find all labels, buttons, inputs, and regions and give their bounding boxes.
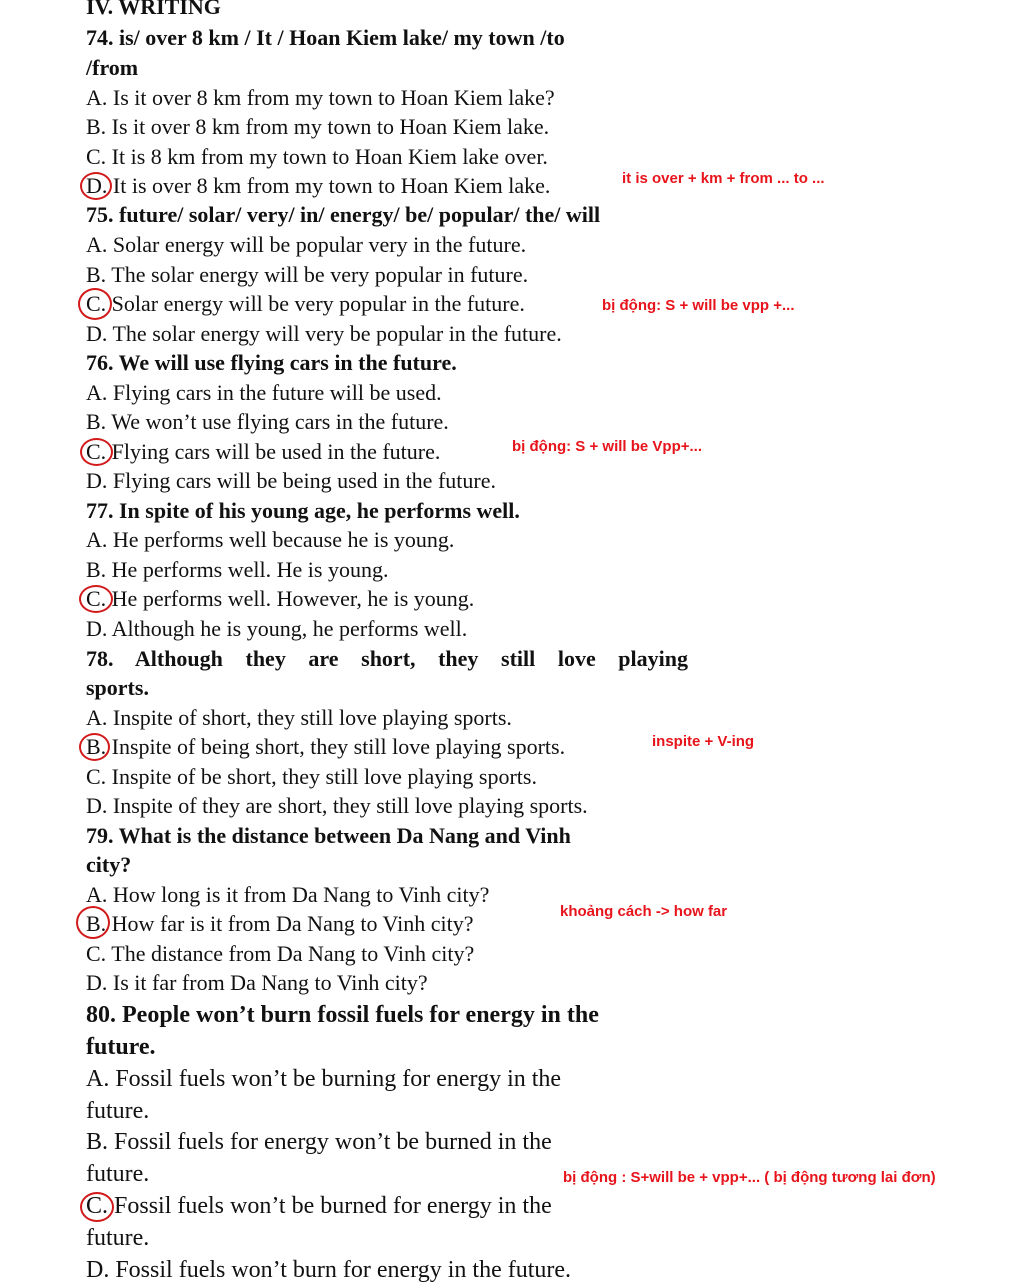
question-78-prompt-cont: sports. [86, 675, 149, 700]
q74-option-c: C. It is 8 km from my town to Hoan Kiem lake over. [86, 144, 548, 169]
answer-circle-q80 [80, 1192, 114, 1222]
q79-option-d: D. Is it far from Da Nang to Vinh city? [86, 970, 428, 995]
q75-option-d: D. The solar energy will very be popular in the future. [86, 321, 562, 346]
question-79-prompt: 79. What is the distance between Da Nang and Vinh [86, 823, 571, 848]
q75-option-a: A. Solar energy will be popular very in the future. [86, 232, 527, 257]
q79-option-b: B. How far is it from Da Nang to Vinh city? [86, 911, 474, 936]
q78-option-d: D. Inspite of they are short, they still love playing sports. [86, 793, 588, 818]
q78-option-c: C. Inspite of be short, they still love playing sports. [86, 764, 537, 789]
question-76-prompt: 76. We will use flying cars in the future. [86, 350, 457, 375]
question-80-prompt: 80. People won’t burn fossil fuels for energy in the [86, 1002, 599, 1028]
q80-option-c-cont: future. [86, 1225, 150, 1251]
q78-note: inspite + V-ing [652, 733, 755, 750]
question-75-prompt: 75. future/ solar/ very/ in/ energy/ be/ popular/ the/ will [86, 202, 601, 227]
answer-circle-q77 [79, 585, 113, 613]
q80-option-b-cont: future. [86, 1161, 150, 1187]
q76-option-b: B. We won’t use flying cars in the future. [86, 409, 449, 434]
q77-option-a: A. He performs well because he is young. [86, 527, 455, 552]
q74-note: it is over + km + from ... to ... [622, 170, 825, 187]
q76-option-c: C. Flying cars will be used in the future. [86, 439, 441, 464]
answer-circle-q75 [78, 288, 112, 320]
q76-option-a: A. Flying cars in the future will be used. [86, 380, 442, 405]
q75-option-c: C. Solar energy will be very popular in the future. [86, 291, 525, 316]
q79-option-a: A. How long is it from Da Nang to Vinh city? [86, 882, 490, 907]
question-74-prompt-cont: /from [86, 55, 139, 80]
q80-option-a: A. Fossil fuels won’t be burning for energy in the [86, 1066, 562, 1092]
q79-option-c: C. The distance from Da Nang to Vinh city? [86, 941, 475, 966]
q74-option-d: D. It is over 8 km from my town to Hoan Kiem lake. [86, 173, 551, 198]
q80-option-c: C. Fossil fuels won’t be burned for energy in the [86, 1193, 552, 1219]
section-title: IV. WRITING [86, 0, 221, 19]
q76-note: bị động: S + will be Vpp+... [512, 438, 703, 455]
q77-option-b: B. He performs well. He is young. [86, 557, 389, 582]
q78-option-b: B. Inspite of being short, they still love playing sports. [86, 734, 566, 759]
q75-note: bị động: S + will be vpp +... [602, 297, 795, 314]
question-80-prompt-cont: future. [86, 1034, 156, 1060]
q80-note: bị động : S+will be + vpp+... ( bị động tương lai đơn) [563, 1169, 936, 1186]
answer-circle-q79 [76, 906, 110, 939]
question-79-prompt-cont: city? [86, 852, 132, 877]
q74-option-b: B. Is it over 8 km from my town to Hoan Kiem lake. [86, 114, 550, 139]
q80-option-a-cont: future. [86, 1098, 150, 1124]
q77-option-d: D. Although he is young, he performs well. [86, 616, 468, 641]
q78-option-a: A. Inspite of short, they still love playing sports. [86, 705, 512, 730]
answer-circle-q76 [80, 438, 113, 466]
question-78-prompt: 78. Although they are short, they still love playing [86, 646, 688, 671]
q74-option-a: A. Is it over 8 km from my town to Hoan Kiem lake? [86, 85, 555, 110]
q80-option-d: D. Fossil fuels won’t burn for energy in the future. [86, 1257, 572, 1283]
q79-note: khoảng cách -> how far [560, 903, 728, 920]
question-74-prompt: 74. is/ over 8 km / It / Hoan Kiem lake/ my town /to [86, 25, 565, 50]
q80-option-b: B. Fossil fuels for energy won’t be burned in the [86, 1129, 552, 1155]
answer-circle-q74 [80, 172, 112, 200]
q75-option-b: B. The solar energy will be very popular in future. [86, 262, 529, 287]
q77-option-c: C. He performs well. However, he is young. [86, 586, 475, 611]
answer-circle-q78 [79, 733, 110, 761]
q76-option-d: D. Flying cars will be being used in the future. [86, 468, 496, 493]
question-77-prompt: 77. In spite of his young age, he performs well. [86, 498, 520, 523]
